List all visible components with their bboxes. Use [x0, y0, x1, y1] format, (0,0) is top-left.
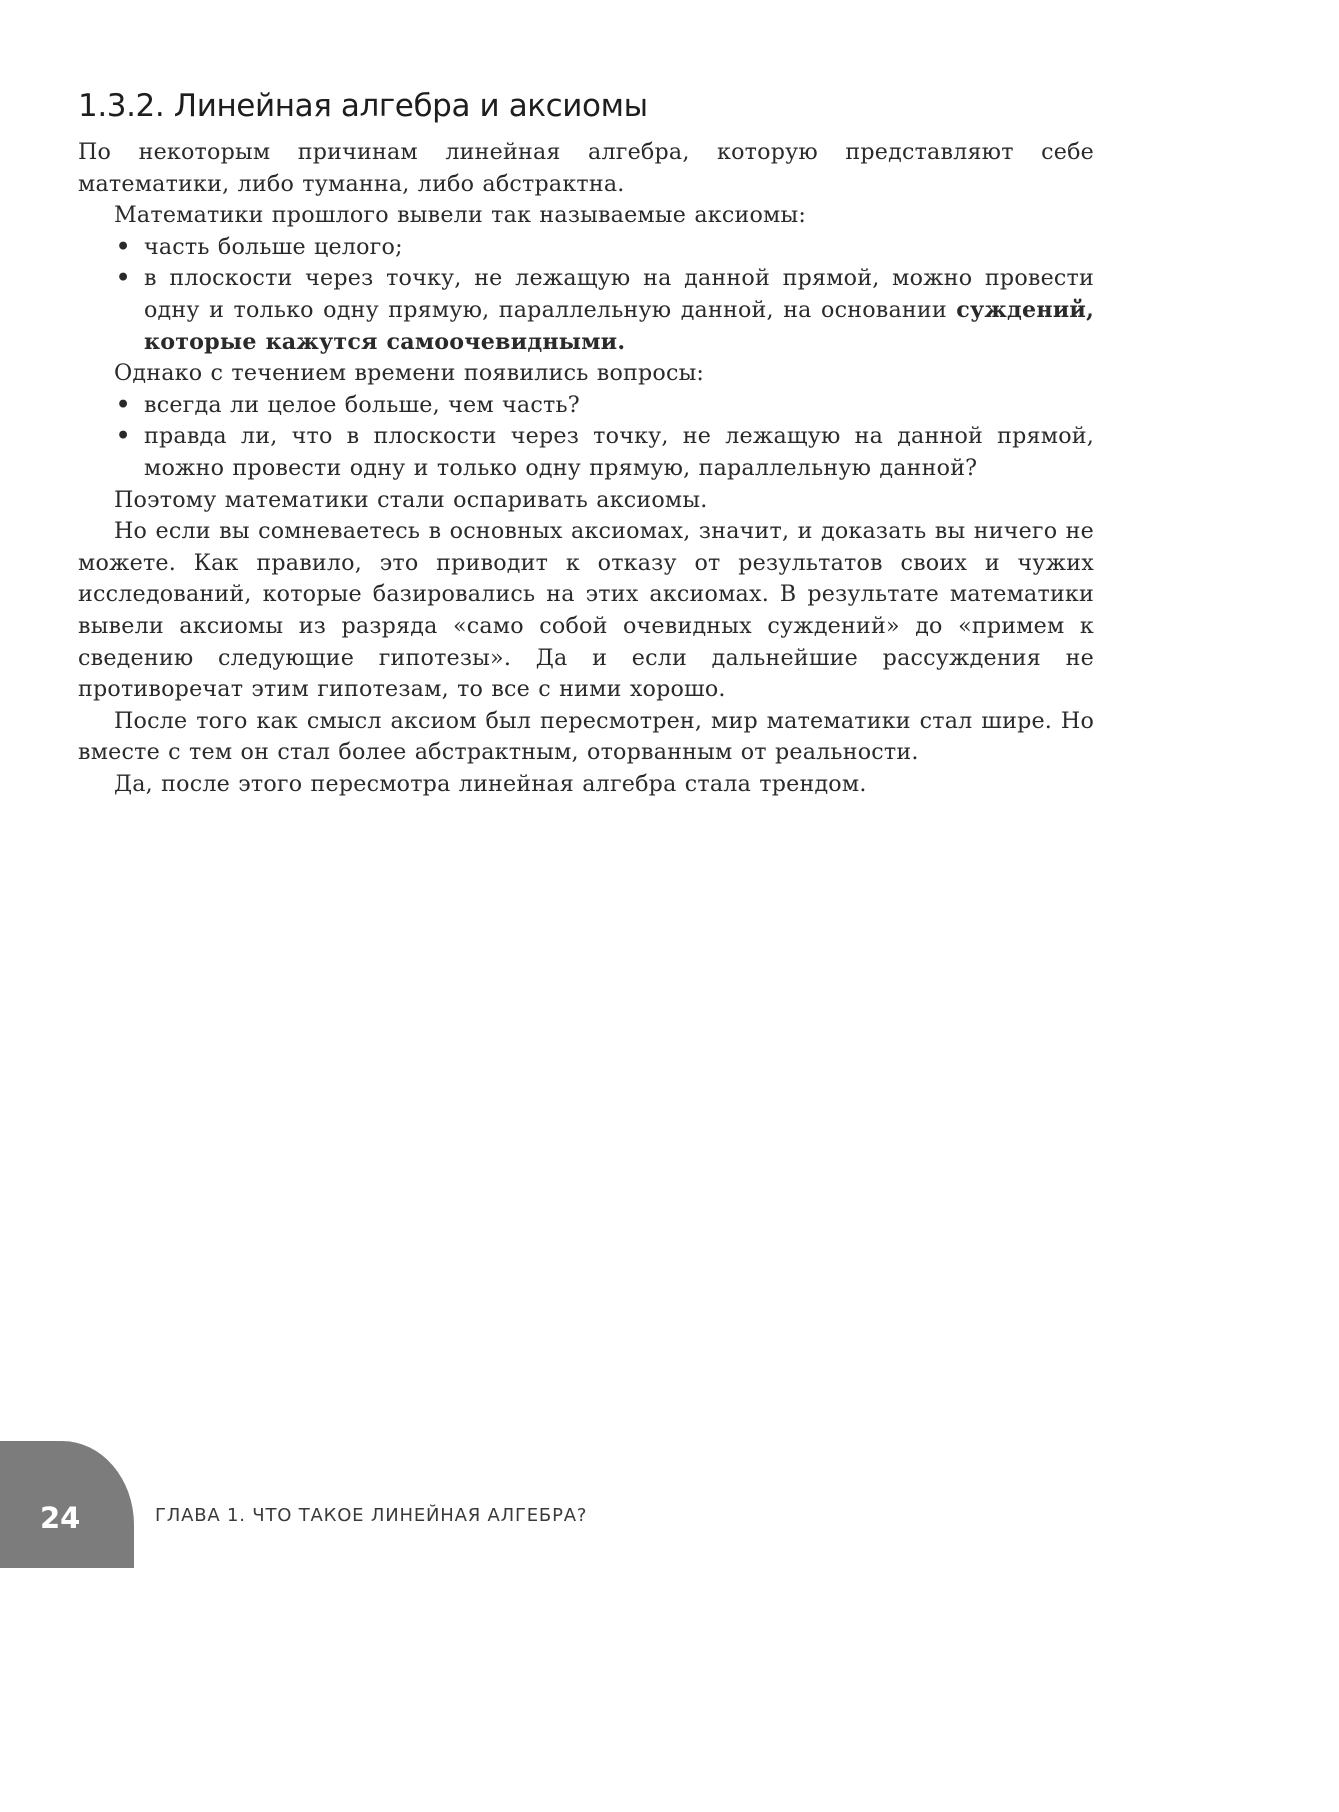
body-text	[78, 137, 1094, 800]
paragraph-intro: По некоторым причинам линейная алгебра, которую представляют себе математики, либо туманна, либо абстрактна.	[78, 139, 1094, 197]
list-item	[116, 421, 1094, 484]
axioms-list	[78, 232, 1094, 358]
question-text: всегда ли целое больше, чем часть?	[144, 391, 580, 418]
paragraph-trend: Да, после этого пересмотра линейная алгебра стала трендом.	[114, 770, 867, 797]
questions-list	[78, 390, 1094, 485]
bullet-icon: •	[116, 391, 131, 418]
axiom-emphasis: суждений, которые кажутся самоочевидными.	[144, 296, 1094, 355]
paragraph-dispute: Поэтому математики стали оспаривать аксиомы.	[114, 486, 708, 513]
bullet-icon: •	[116, 265, 131, 292]
page-number: 24	[40, 1501, 81, 1535]
axiom-text: в плоскости через точку, не лежащую на данной прямой, можно провести одну и только одну прямую, параллельную данной, на основании	[144, 265, 1094, 323]
section-heading: 1.3.2. Линейная алгебра и аксиомы	[78, 88, 648, 124]
paragraph-axioms-intro: Математики прошлого вывели так называемые аксиомы:	[114, 202, 806, 229]
bullet-icon: •	[116, 423, 131, 450]
paragraph-questions-intro: Однако с течением времени появились вопросы:	[114, 360, 705, 387]
bullet-icon: •	[116, 233, 131, 260]
paragraph-doubt: Но если вы сомневаетесь в основных аксиомах, значит, и доказать вы ничего не можете. Как правило, это приводит к отказу от результатов своих и чужих исследований, которые базировались на этих аксиомах. В результате математики вывели аксиомы из разряда «само собой очевидных суждений» до «примем к сведению следующие гипотезы». Да и если дальнейшие рассуждения не противоречат этим гипотезам, то все с ними хорошо.	[78, 518, 1094, 703]
axiom-text: часть больше целого;	[144, 233, 403, 260]
list-item	[116, 263, 1094, 358]
list-item	[116, 232, 1094, 264]
list-item	[116, 390, 1094, 422]
paragraph-revision: После того как смысл аксиом был пересмотрен, мир математики стал шире. Но вместе с тем он стал более абстрактным, оторванным от реальности.	[78, 707, 1094, 766]
chapter-footer: ГЛАВА 1. ЧТО ТАКОЕ ЛИНЕЙНАЯ АЛГЕБРА?	[155, 1505, 588, 1526]
question-text: правда ли, что в плоскости через точку, не лежащую на данной прямой, можно провести одну и только одну прямую, параллельную данной?	[144, 423, 1094, 481]
